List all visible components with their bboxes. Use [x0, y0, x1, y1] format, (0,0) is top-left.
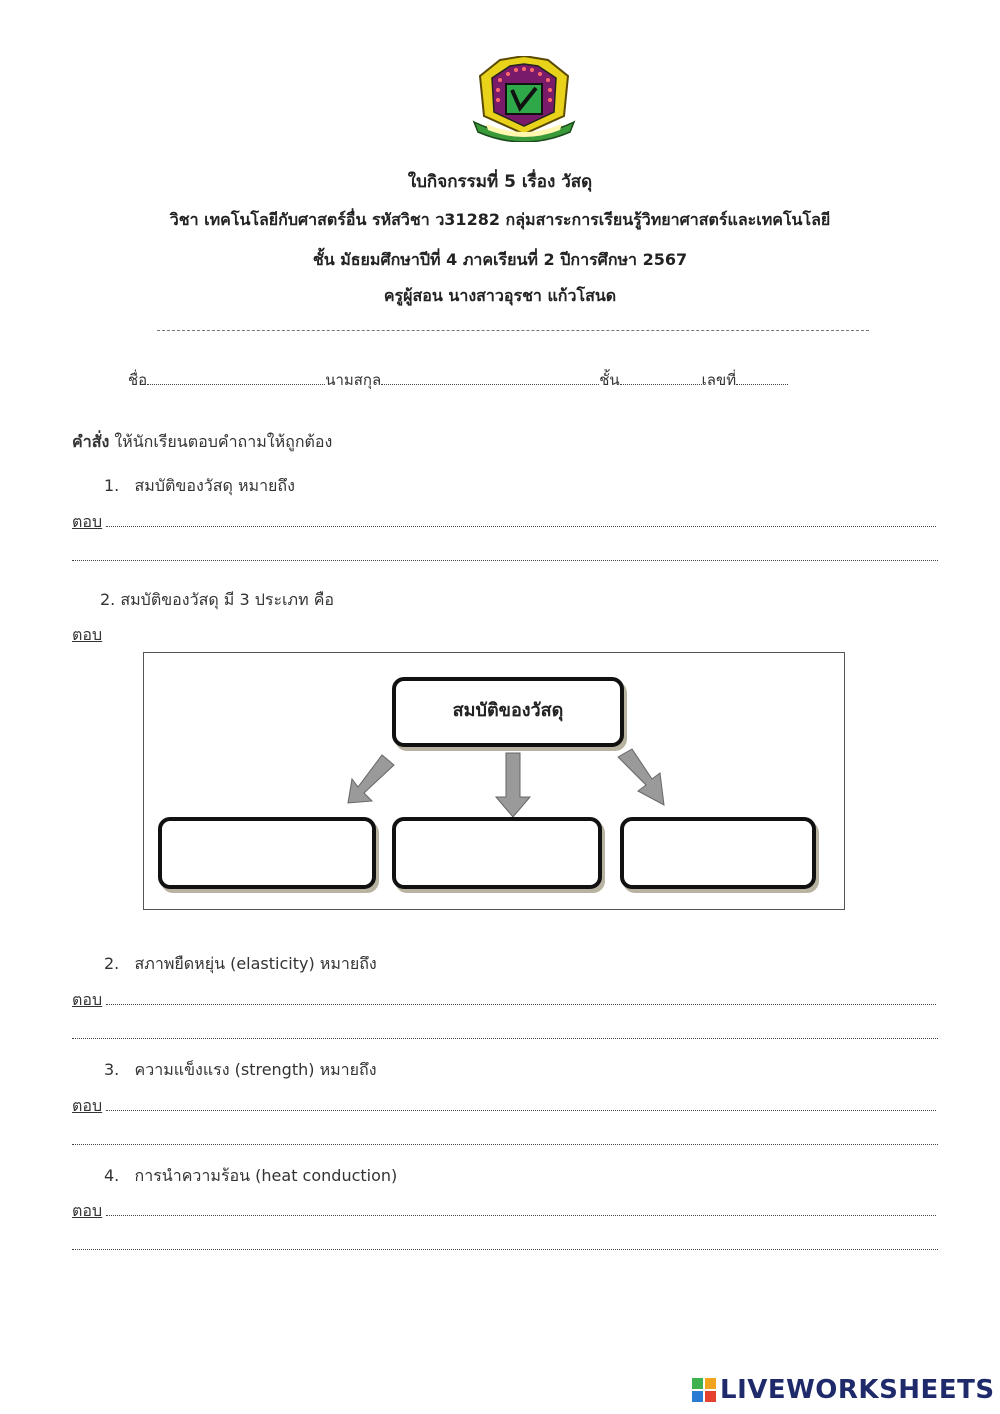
answer-line-5a[interactable] [106, 1215, 936, 1216]
number-field[interactable] [736, 370, 788, 385]
answer-label-5: ตอบ [72, 1201, 103, 1220]
answer-line-4b[interactable] [72, 1144, 938, 1145]
surname-field[interactable] [381, 370, 599, 385]
instruction [72, 430, 332, 455]
answer-line-1a[interactable] [106, 526, 936, 527]
answer-label-3: ตอบ [72, 990, 103, 1009]
school-logo [470, 56, 578, 142]
answer-line-3b[interactable] [72, 1038, 938, 1039]
liveworksheets-icon [692, 1378, 716, 1402]
name-label: ชื่อ [128, 371, 148, 389]
class-field[interactable] [620, 370, 702, 385]
instruction-text: ให้นักเรียนตอบคำถามให้ถูกต้อง [109, 432, 333, 451]
properties-diagram [143, 652, 845, 910]
question-1: 1. สมบัติของวัสดุ หมายถึง [104, 476, 295, 495]
instruction-bold: คำสั่ง [72, 432, 110, 451]
subject-line: วิชา เทคโนโลยีกับศาสตร์อื่น รหัสวิชา ว31282 กลุ่มสาระการเรียนรู้วิทยาศาสตร์และเทคโนโลยี [169, 210, 831, 229]
diagram-root-box: สมบัติของวัสดุ [392, 677, 624, 747]
teacher-line: ครูผู้สอน นางสาวอุรชา แก้วโสนด [383, 286, 617, 305]
answer-label-2: ตอบ [72, 625, 103, 644]
class-label: ชั้น [599, 371, 620, 389]
arrow-left [348, 755, 394, 803]
separator-line [157, 330, 869, 331]
question-5: 4. การนำความร้อน (heat conduction) [104, 1166, 398, 1185]
diagram-child-box-3[interactable] [620, 817, 816, 889]
worksheet-title: ใบกิจกรรมที่ 5 เรื่อง วัสดุ [407, 172, 593, 192]
answer-label-4: ตอบ [72, 1096, 103, 1115]
liveworksheets-logo [692, 1374, 995, 1406]
answer-line-5b[interactable] [72, 1249, 938, 1250]
number-label: เลขที่ [701, 371, 737, 389]
answer-line-1b[interactable] [72, 560, 938, 561]
arrow-right [618, 749, 664, 805]
level-line: ชั้น มัธยมศึกษาปีที่ 4 ภาคเรียนที่ 2 ปีการศึกษา 2567 [312, 250, 688, 269]
question-4: 3. ความแข็งแรง (strength) หมายถึง [104, 1060, 377, 1079]
answer-line-3a[interactable] [106, 1004, 936, 1005]
name-field[interactable] [147, 370, 325, 385]
diagram-child-box-1[interactable] [158, 817, 376, 889]
surname-label: นามสกุล [325, 371, 382, 389]
student-info-row [128, 368, 788, 392]
answer-label-1: ตอบ [72, 512, 103, 531]
question-2: 2. สมบัติของวัสดุ มี 3 ประเภท คือ [100, 590, 335, 609]
liveworksheets-text: LIVEWORKSHEETS [720, 1375, 995, 1405]
diagram-child-box-2[interactable] [392, 817, 602, 889]
answer-line-4a[interactable] [106, 1110, 936, 1111]
question-3: 2. สภาพยืดหยุ่น (elasticity) หมายถึง [104, 954, 377, 973]
arrow-center [496, 753, 530, 817]
